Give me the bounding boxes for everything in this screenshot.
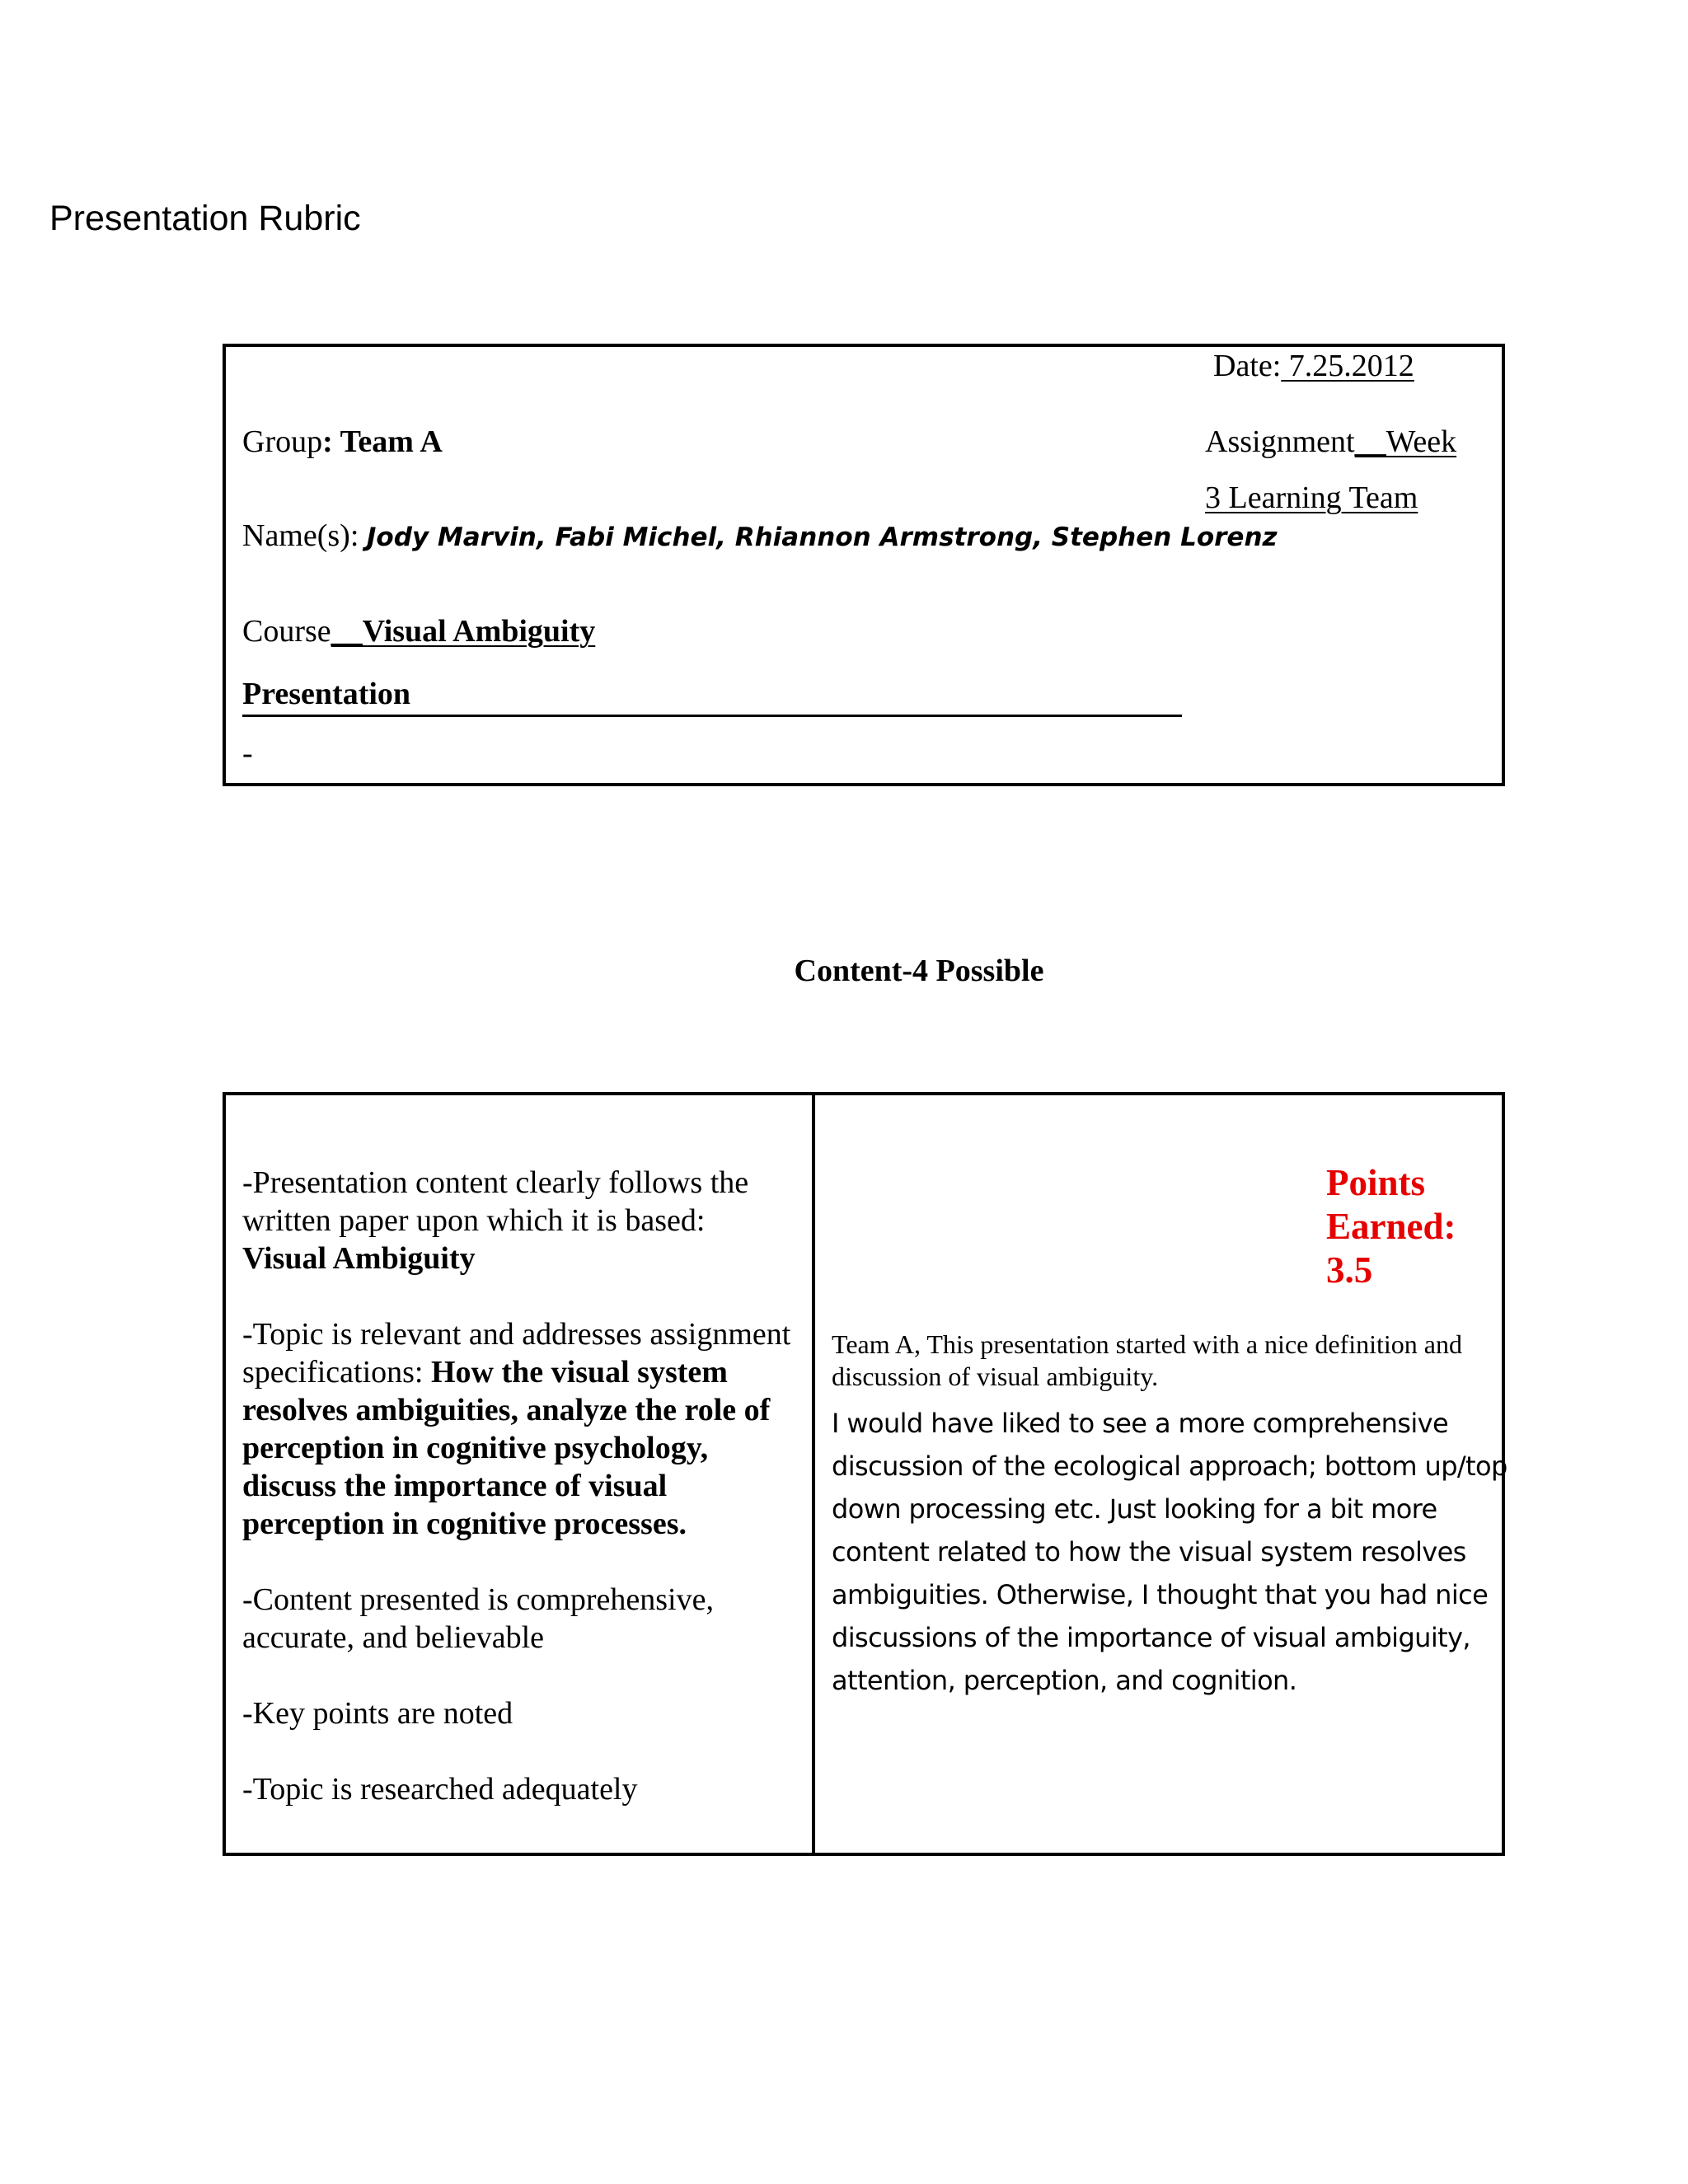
points-earned	[1326, 1161, 1491, 1292]
names-field	[242, 517, 1278, 555]
course-field	[242, 612, 595, 650]
assignment-field	[1205, 423, 1456, 461]
date-value: 7.25.2012	[1281, 349, 1414, 383]
feedback-intro: Team A, This presentation started with a nice definition and discussion of visual ambiguity.	[832, 1329, 1462, 1391]
section-title: Content-4 Possible	[794, 954, 1044, 988]
assignment-value-line2: 3 Learning Team	[1205, 480, 1418, 515]
criterion-item	[242, 1164, 795, 1277]
comment-line: down processing etc. Just looking for a bit more	[832, 1493, 1437, 1525]
points-value: 3.5	[1326, 1249, 1373, 1291]
group-field	[242, 423, 443, 461]
names-label: Name(s):	[242, 518, 367, 553]
page-title: Presentation Rubric	[49, 199, 361, 238]
criterion-topic: Visual Ambiguity	[242, 1241, 476, 1276]
course-value: __Visual Ambiguity	[331, 614, 596, 649]
comment-line: I would have liked to see a more comprehensive	[832, 1408, 1449, 1439]
points-label-line1: Points	[1326, 1162, 1426, 1203]
comment-line: discussions of the importance of visual ambiguity,	[832, 1622, 1470, 1653]
criterion-item: -Content presented is comprehensive, accurate, and believable	[242, 1582, 714, 1655]
criterion-text: -Presentation content clearly follows the written paper upon which it is based:	[242, 1165, 749, 1238]
names-value: Jody Marvin, Fabi Michel, Rhiannon Armstrong, Stephen Lorenz	[366, 523, 1278, 552]
dash-mark: -	[242, 736, 253, 771]
comment-line: ambiguities. Otherwise, I thought that you had nice	[832, 1579, 1489, 1610]
points-label-line2: Earned:	[1326, 1206, 1456, 1247]
criterion-specifications: How the visual system resolves ambiguities, analyze the role of perception in cognitive psychology, discuss the importance of visual perception in cognitive processes.	[242, 1355, 771, 1541]
criteria-cell	[226, 1095, 815, 1853]
assignment-info-box	[223, 344, 1505, 786]
course-value-line2: Presentation	[242, 675, 1182, 717]
criterion-item: -Topic is researched adequately	[242, 1772, 638, 1807]
group-value: : Team A	[322, 424, 443, 459]
comment-line: content related to how the visual system resolves	[832, 1536, 1466, 1568]
comment-line: discussion of the ecological approach; bottom up/top	[832, 1451, 1507, 1482]
assignment-value-line1: __Week	[1354, 424, 1457, 459]
comment-line: attention, perception, and cognition.	[832, 1665, 1297, 1696]
criterion-item	[242, 1315, 795, 1543]
assignment-label: Assignment	[1205, 424, 1355, 459]
feedback-cell	[815, 1095, 1507, 1853]
rubric-table	[223, 1092, 1505, 1856]
date-field	[1213, 347, 1414, 385]
group-label: Group	[242, 424, 323, 459]
date-label: Date:	[1213, 349, 1282, 383]
criterion-text: -Topic is relevant and addresses assignment specifications:	[242, 1317, 791, 1390]
course-label: Course	[242, 614, 331, 649]
feedback-comment	[832, 1402, 1507, 1702]
criterion-item: -Key points are noted	[242, 1696, 513, 1731]
